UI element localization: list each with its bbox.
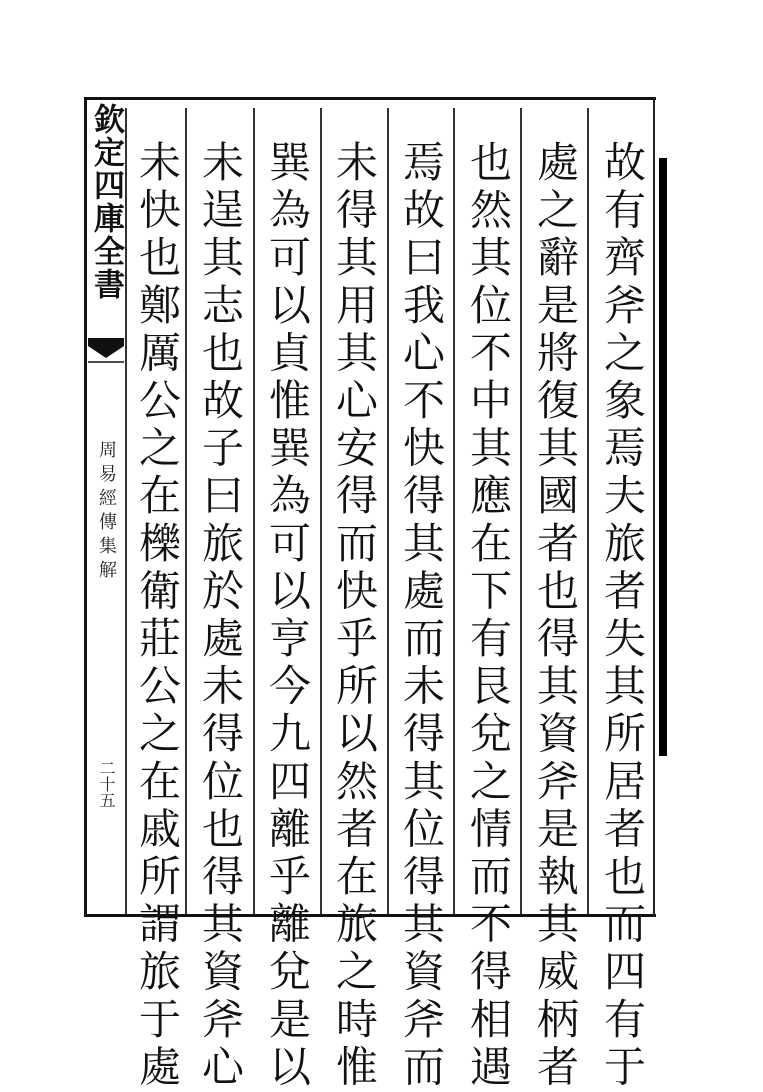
text-column-6: 巽為可以貞惟巽為可以亨今九四離乎離兌是以: [263, 140, 312, 1092]
column-rule: [453, 108, 455, 914]
frame-top-rule: [84, 97, 656, 100]
fishtail-mark-icon: [88, 336, 124, 372]
text-column-5: 未得其用其心安得而快乎所以然者在旅之時惟: [330, 140, 379, 1092]
column-rule: [387, 108, 389, 914]
page-number: 二十五: [97, 760, 116, 808]
book-title: 欽定四庫全書: [88, 103, 124, 301]
column-rule: [320, 108, 322, 914]
frame-right-rule: [653, 97, 655, 917]
column-rule: [520, 108, 522, 914]
section-title: 周易經傳集解: [96, 440, 117, 584]
text-column-4: 焉故曰我心不快得其處而未得其位得其資斧而: [397, 140, 446, 1092]
column-rule: [587, 108, 589, 914]
text-column-2: 處之辭是將復其國者也得其資斧是執其威柄者: [531, 140, 580, 1092]
text-column-8: 未快也鄭厲公之在櫟衛莊公之在戚所謂旅于處: [133, 140, 182, 1092]
text-column-3: 也然其位不中其應在下有艮兌之情而不得相遇: [464, 140, 513, 1092]
text-column-1: 故有齊斧之象焉夫旅者失其所居者也而四有于: [598, 140, 647, 1092]
text-column-7: 未逞其志也故子曰旅於處未得位也得其資斧心: [196, 140, 245, 1092]
frame-right-bar: [659, 158, 667, 756]
column-rule: [253, 108, 255, 914]
